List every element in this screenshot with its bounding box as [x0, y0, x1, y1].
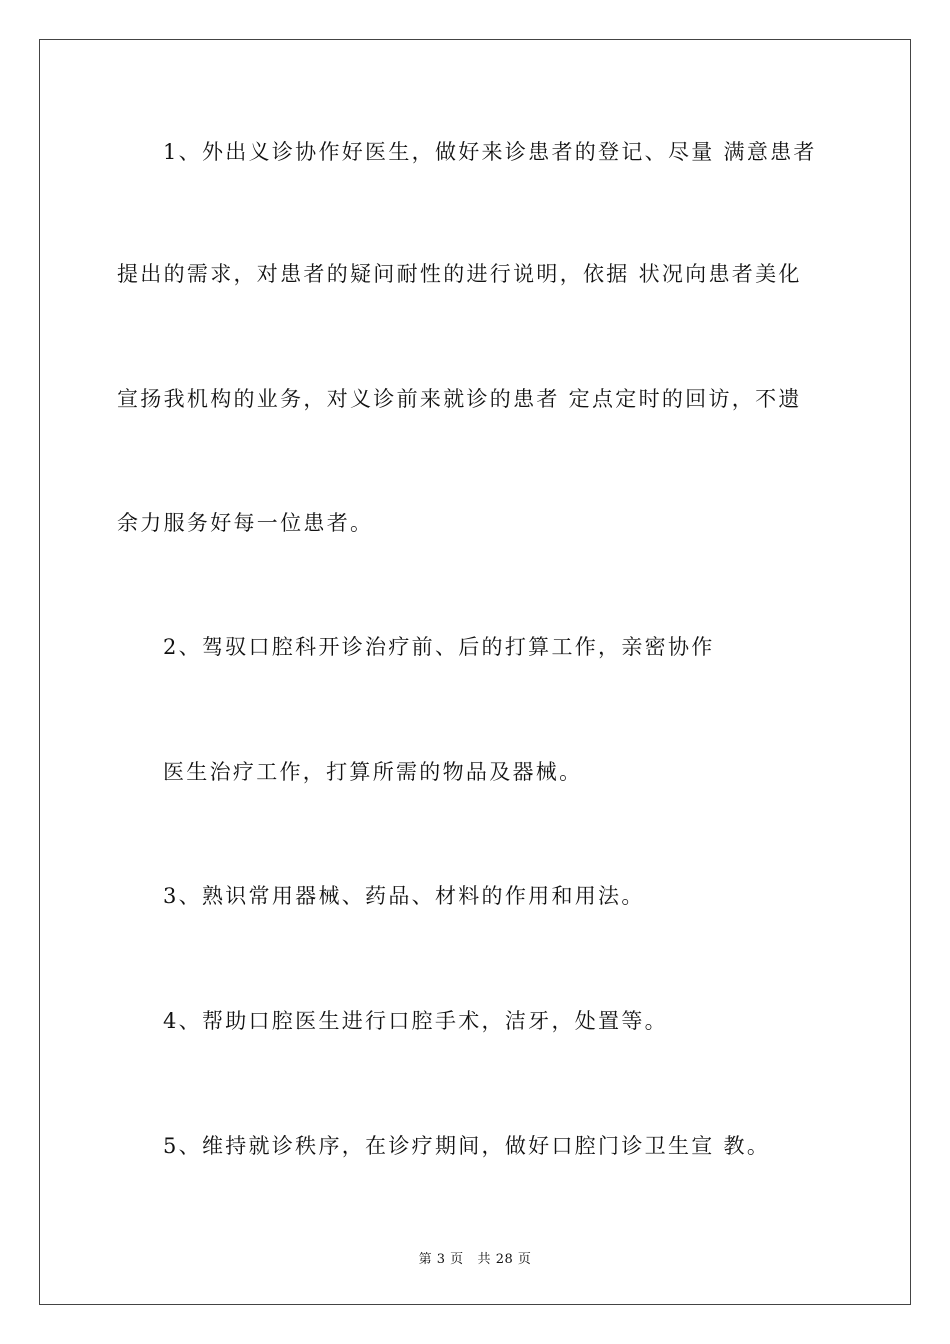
paragraph-3: 3、熟识常用器械、药品、材料的作用和用法。: [163, 884, 645, 908]
paragraph-2-line-1: 2、驾驭口腔科开诊治疗前、后的打算工作，亲密协作: [163, 635, 715, 659]
paragraph-1-line-4: 余力服务好每一位患者。: [117, 511, 374, 535]
paragraph-2-line-2: 医生治疗工作，打算所需的物品及器械。: [163, 760, 583, 784]
page-border: [39, 39, 911, 1305]
paragraph-1-line-2: 提出的需求，对患者的疑问耐性的进行说明，依据 状况向患者美化: [117, 262, 802, 286]
paragraph-1-line-3: 宣扬我机构的业务，对义诊前来就诊的患者 定点定时的回访，不遗: [117, 387, 802, 411]
paragraph-1-line-1: 1、外出义诊协作好医生，做好来诊患者的登记、尽量 满意患者: [163, 140, 817, 164]
paragraph-4: 4、帮助口腔医生进行口腔手术，洁牙，处置等。: [163, 1009, 668, 1033]
paragraph-5: 5、维持就诊秩序，在诊疗期间，做好口腔门诊卫生宣 教。: [163, 1134, 771, 1158]
page-number-footer: 第 3 页 共 28 页: [418, 1252, 532, 1267]
